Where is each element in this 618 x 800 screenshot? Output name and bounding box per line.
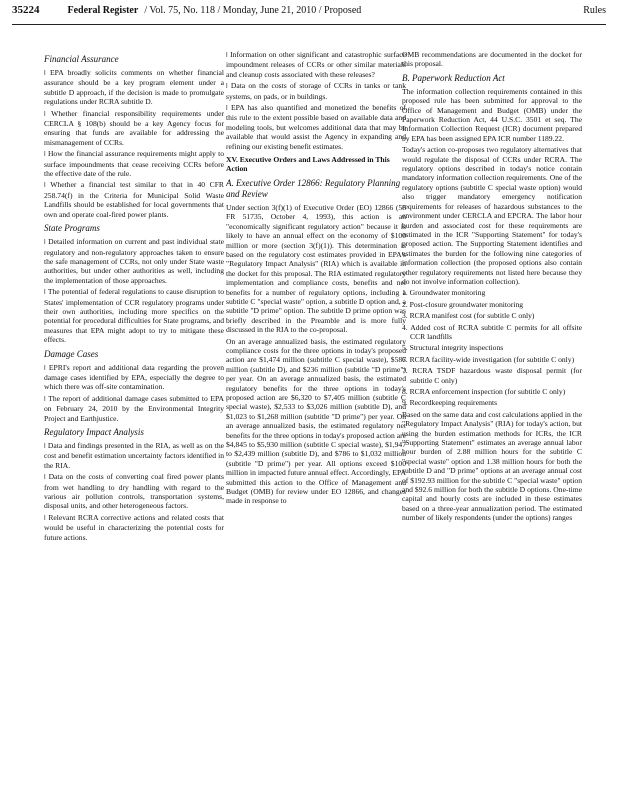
list-item: 2. Post-closure groundwater monitoring [402,299,524,309]
list-item: 6. RCRA facility-wide investigation (for subtitle C only) [402,354,575,364]
paragraph: On an average annualized basis, the estimated regulatory compliance costs for the three options in today's proposed action are $1,474 million (subtitle C special waste), $587 million (subtitle D), and $236 million (subtitle "D prime") per year. On an average annualized basis, the estimated regulatory benefits for the three options in today's proposed action are $6,320 to $7,405 million (subtitle C special waste), $2,533 to $3,026 million (subtitle D), and $1,023 to $1,268 million (subtitle "D prime") per year. On an average annualized basis, the estimated regulatory net benefits for the three options in today's proposed action are $4,845 to $5,930 million (subtitle C special waste), $1,947 to $2,439 million (subtitle D), and $786 to $1,032 million (subtitle "D prime") per year. All options exceed $100 million in impacted future annual effect. Accordingly, EPA submitted this action to the Office of Management and Budget (OMB) for review under EO 12866, and changes made in response to [226,336,406,506]
list-item: 3. RCRA manifest cost (for subtitle C only) [402,311,535,321]
running-header [12,4,606,25]
paragraph: Under section 3(f)(1) of Executive Order (EO) 12866 (58 FR 51735, October 4, 1993), this action is an "economically significant regulatory action" because it is likely to have an annual effect on the economy of $100 million or more (section 3(f)(1)). This determination is based on the regulatory cost estimates provided in EPA's "Regulatory Impact Analysis" (RIA) which is available in the docket for this proposal. The RIA estimated regulatory implementation and compliance costs, benefits and net benefits for a number of regulatory options, including a subtitle C "special waste" option, a subtitle D option and, a subtitle "D prime" option. The subtitle D prime option was briefly described in the Preamble and is more fully discussed in the RIA to the co-proposal. [226,202,406,335]
column-right [402,50,582,794]
section-name: Rules [583,5,606,16]
paragraph: l Information on other significant and catastrophic surface impoundment releases of CCRs or other similar materials and cleanup costs associated with these releases? [226,50,406,79]
list-item: 5. Structural integrity inspections [402,343,504,353]
list-item: 7. RCRA TSDF hazardous waste disposal permit (for subtitle C only) [402,366,582,385]
list-item: 8. RCRA enforcement inspection (for subtitle C only) [402,387,566,396]
issue-info: / Vol. 75, No. 118 / Monday, June 21, 2010 / Proposed [144,5,362,16]
paragraph: l EPRI's report and additional data regarding the proven damage cases identified by EPA, especially the degree to which there was off-site contamination. [44,363,224,392]
paragraph: l Relevant RCRA corrective actions and related costs that would be useful in characterizing the potential costs for future actions. [44,513,224,542]
paragraph: The information collection requirements contained in this proposed rule has been submitted for approval to the Office of Management and Budget (OMB) under the Paperwork Reduction Act, 44 U.S.C. 3501 et seq. The Information Collection Request (ICR) document prepared by EPA has been assigned EPA ICR number 1189.22. [402,86,582,143]
heading-financial-assurance: Financial Assurance [44,54,119,64]
paragraph: Based on the same data and cost calculations applied in the "Regulatory Impact Analysis" (RIA) for today's action, but using the burden estimation methods for ICRs, the ICR "Supporting Statement" estimates an average annual labor hour burden of 2.88 million hours for the subtitle C "special waste" option and 1.38 million hours for both the subtitle D and "D prime" options at an average annual cost of $192.93 million for the subtitle C "special waste" option and $92.6 million for both the subtitle D options. One-time capital and hourly costs are included in these estimates based on a three-year annualization period. The estimated number of likely respondents (under the options) ranges [402,409,582,523]
heading-damage-cases: Damage Cases [44,348,99,359]
paragraph: l Data on the costs of storage of CCRs in tanks or tank systems, on pads, or in buildings. [226,81,406,101]
heading-eo-12866: A. Executive Order 12866: Regulatory Planning and Review [226,177,401,199]
heading-paperwork-reduction-act: B. Paperwork Reduction Act [402,72,505,83]
publication-name: Federal Register [67,5,139,16]
paragraph: l Whether a financial test similar to that in 40 CFR 258.74(f) in the Criteria for Municipal Solid Waste Landfills should be established for local governments that own and operate coal-fired power plants. [44,180,224,219]
column-left [44,50,224,794]
paragraph: Today's action co-proposes two regulatory alternatives that would regulate the disposal of CCRs under RCRA. The regulatory options described in today's notice contain mandatory information collection requirements. One of the regulatory options (subtitle C special waste option) would also trigger mandatory emergency notification requirements for releases of hazardous substances to the environment under CERCLA and EPCRA. The labor hour burden and associated cost for these requirements are estimated in the ICR "Supporting Statement" for today's proposed action. The Supporting Statement identifies and estimates the burden for the following nine categories of information collection (the proposed options also contain other regulatory requirements not listed here because they do not involve information collection). [402,145,582,286]
page-number: 35224 [12,4,40,16]
paragraph: l Whether financial responsibility requirements under CERCLA § 108(b) should be a key Agency focus for ensuring that funds are available for addressing the mismanagement of CCRs. [44,109,224,148]
list-item: 4. Added cost of RCRA subtitle C permits for all offsite CCR landfills [402,322,582,341]
paragraph: l EPA has also quantified and monetized the benefits of this rule to the extent possible based on available data and modeling tools, but welcomes additional data that may be available that would assist the Agency in expanding and refining our existing benefit estimates. [226,103,406,151]
paragraph: l Data and findings presented in the RIA, as well as on the cost and benefit estimation uncertainty factors identified in the RIA. [44,441,224,470]
list-item: 1. Groundwater monitoring [402,288,486,298]
paragraph: l The report of additional damage cases submitted to EPA on February 24, 2010 by the Environmental Integrity Project and Earthjustice. [44,394,224,423]
heading-executive-orders: XV. Executive Orders and Laws Addressed in This Action [226,155,390,174]
list-item: 9. Recordkeeping requirements [402,398,498,408]
paragraph: l EPA broadly solicits comments on whether financial assurance should be a key program element under a subtitle D approach, if the decision is made to promulgate regulations under RCRA subtitle D. [44,68,224,107]
paragraph: l Data on the costs of converting coal fired power plants from wet handling to dry handling with regard to the various air pollution controls, transportation systems, disposal units, and other heterogeneous factors. [44,472,224,511]
information-collection-list [402,288,582,407]
paragraph: l The potential of federal regulations to cause disruption to States' implementation of CCR regulatory programs under their own authorities, including more specifics on the potential for procedural difficulties for State programs, and measures that EPA might adopt to try to mitigate these effects. [44,287,224,344]
heading-state-programs: State Programs [44,223,100,234]
heading-regulatory-impact-analysis: Regulatory Impact Analysis [44,427,144,437]
column-middle [226,50,406,794]
paragraph: OMB recommendations are documented in the docket for this proposal. [402,50,582,69]
paragraph: l How the financial assurance requirements might apply to surface impoundments that cease receiving CCRs before the effective date of the rule. [44,149,224,178]
paragraph: l Detailed information on current and past individual state regulatory and non-regulatory approaches taken to ensure the safe management of CCRs, not only under State waste authorities, but under other authorities as well, including the implementation of those approaches. [44,237,224,285]
